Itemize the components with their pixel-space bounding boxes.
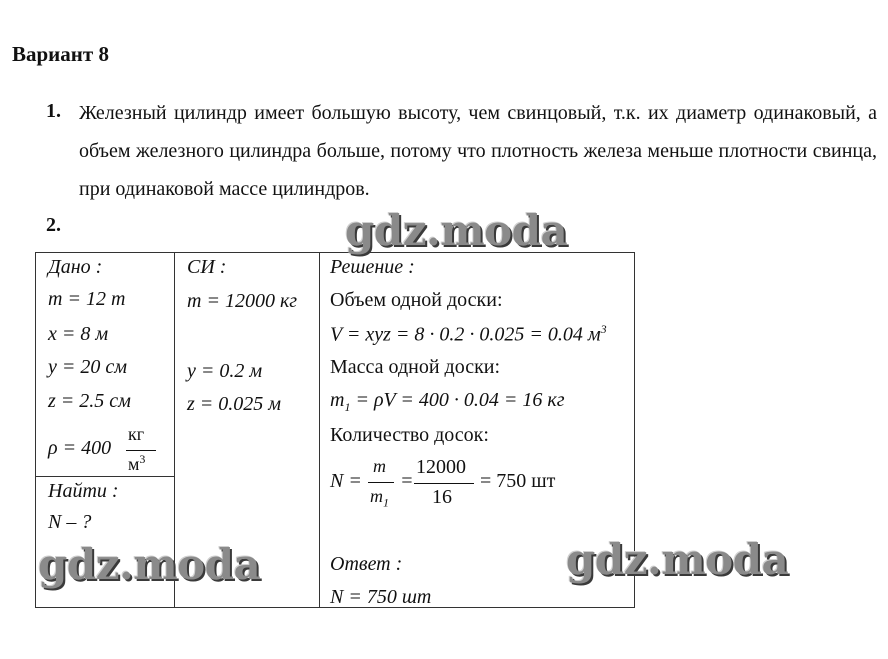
- count-result: = 750 шт: [480, 470, 556, 492]
- answer-value: N = 750 шт: [330, 586, 432, 608]
- si-y: y = 0.2 м: [187, 360, 263, 382]
- variant-title: Вариант 8: [12, 42, 109, 66]
- given-header: Дано :: [48, 256, 103, 278]
- si-z: z = 0.025 м: [187, 393, 282, 415]
- mass-formula: $m_1 = \rho V = 400 \cdot 0.04 = 16$ кг: [330, 389, 565, 414]
- given-find-divider: [35, 476, 175, 477]
- watermark-logo-bottom-left: gdz.moda: [38, 540, 261, 589]
- count-equals: =: [400, 470, 414, 492]
- volume-formula: V = xyz = 8 · 0.2 · 0.025 = 0.04 $м^3$: [330, 322, 607, 346]
- table-divider-2: [319, 252, 320, 608]
- find-header: Найти :: [48, 480, 119, 502]
- answer-header: Ответ :: [330, 553, 403, 575]
- si-header: СИ :: [187, 256, 227, 278]
- watermark-logo-top: gdz.moda: [345, 206, 568, 255]
- problem-2-number: 2.: [46, 214, 61, 236]
- count-lhs: N =: [330, 470, 362, 492]
- mass-label: Масса одной доски:: [330, 356, 501, 378]
- solution-header: Решение :: [330, 256, 415, 278]
- find-value: N – ?: [48, 511, 92, 533]
- count-label: Количество досок:: [330, 424, 489, 446]
- problem-1-number: 1.: [46, 100, 61, 122]
- volume-label: Объем одной доски:: [330, 289, 503, 311]
- given-mass: m = 12 т: [48, 288, 126, 310]
- given-y: y = 20 см: [48, 356, 128, 378]
- given-x: x = 8 м: [48, 323, 109, 345]
- given-z: z = 2.5 см: [48, 390, 131, 412]
- problem-1-text: Железный цилиндр имеет большую высоту, чем свинцовый, т.к. их диаметр одинаковый, а объем железного цилиндра больше, потому что плотность железа меньше плотности свинца, при одинаковой массе цилиндров.: [79, 102, 877, 200]
- watermark-logo-bottom-right: gdz.moda: [566, 535, 789, 584]
- given-density: ρ = 400: [48, 437, 112, 459]
- si-mass: m = 12000 кг: [187, 290, 298, 312]
